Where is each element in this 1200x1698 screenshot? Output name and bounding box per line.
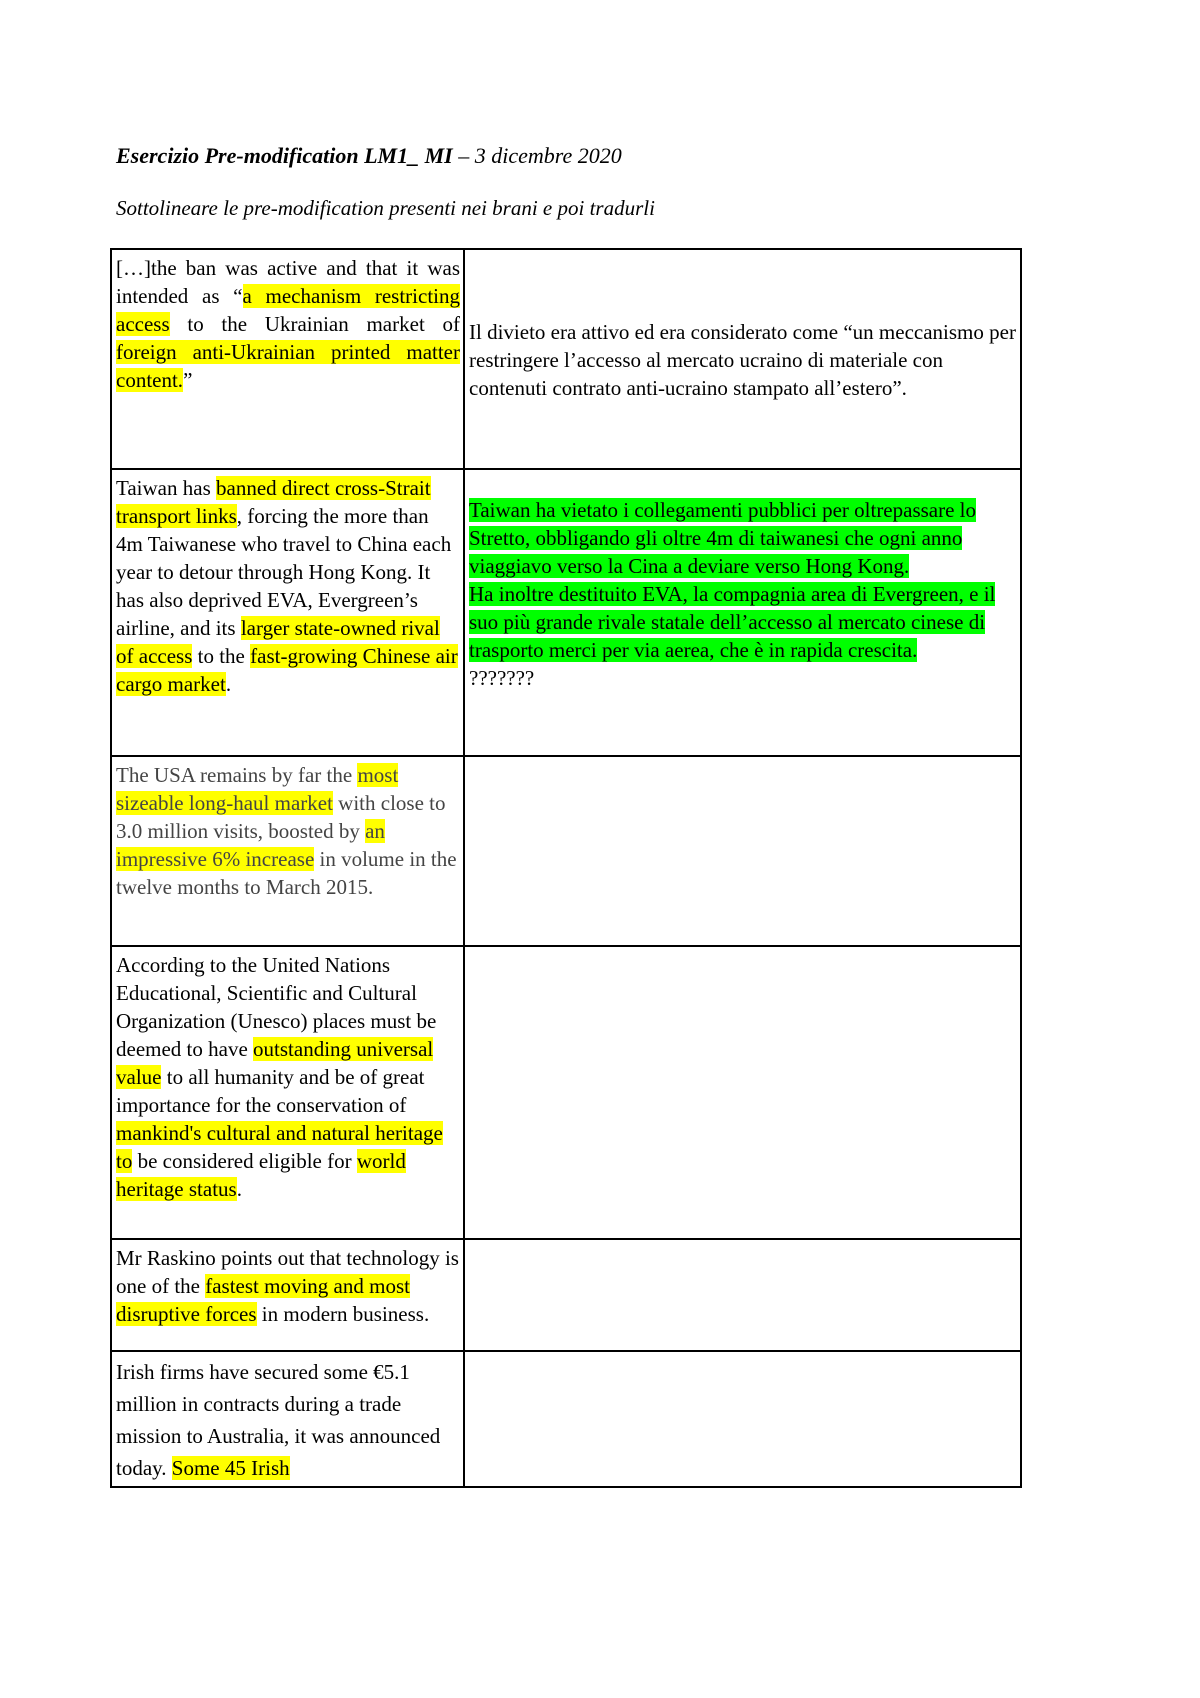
source-cell (111, 756, 464, 946)
source-text: to all humanity and be of great importance for the conservation of (116, 1065, 425, 1117)
highlighted-phrase: foreign anti-Ukrainian printed matter content. (116, 340, 460, 392)
source-text: , forcing the more than 4m Taiwanese who travel to China each year to detour through Hong Kong. It has also deprived EVA, Evergreen’s airline, and its (116, 504, 452, 640)
source-text: . (225, 672, 232, 696)
table-row (111, 469, 1021, 756)
translation-text-highlighted: Ha inoltre destituito EVA, la compagnia area di Evergreen, e il suo più grande rivale statale dell’accesso al mercato cinese di trasporto merci per via aerea, che è in rapida crescita. (469, 582, 996, 662)
table-row (111, 946, 1021, 1239)
source-cell (111, 469, 464, 756)
highlighted-phrase: larger state-owned rival of access (116, 616, 440, 668)
highlighted-phrase: Some 45 Irish (171, 1456, 290, 1480)
source-text: Taiwan has (116, 476, 216, 500)
translation-cell (464, 249, 1021, 469)
highlighted-phrase: mankind's cultural and natural heritage to (116, 1121, 443, 1173)
highlighted-phrase: banned direct cross-Strait transport links (116, 476, 431, 528)
highlighted-phrase: most sizeable long-haul market (116, 763, 399, 815)
source-text: Mr Raskino points out that technology is one of the (116, 1246, 459, 1298)
source-text: to the (192, 644, 251, 668)
source-text: Irish firms have secured some €5.1 million in contracts during a trade mission to Australia, it was announced today. (116, 1360, 441, 1480)
highlighted-phrase: fastest moving and most disruptive forces (116, 1274, 410, 1326)
title-main: Esercizio Pre-modification LM1_ MI (116, 143, 453, 168)
table-row (111, 756, 1021, 946)
source-text: be considered eligible for (132, 1149, 357, 1173)
translation-cell (464, 1351, 1021, 1487)
translation-note: ??????? (469, 666, 535, 690)
page-subtitle: Sottolineare le pre-modification presenti nei brani e poi tradurli (116, 196, 655, 220)
translation-cell (464, 756, 1021, 946)
source-text: According to the United Nations Educational, Scientific and Cultural Organization (Unesco) places must be deemed to have (116, 953, 437, 1061)
source-cell (111, 1351, 464, 1487)
translation-cell (464, 1239, 1021, 1351)
source-text: in modern business. (256, 1302, 430, 1326)
title-date: – 3 dicembre 2020 (452, 143, 622, 168)
exercise-table (110, 248, 1022, 1488)
source-cell (111, 946, 464, 1239)
highlighted-phrase: world heritage status (116, 1149, 406, 1201)
page-title (116, 143, 622, 169)
source-text: […]the ban was active and that it was intended as “ (116, 256, 460, 308)
source-text: . (236, 1177, 242, 1201)
highlighted-phrase: fast-growing Chinese air cargo market (116, 644, 458, 696)
translation-cell (464, 946, 1021, 1239)
source-text: to the Ukrainian market of (169, 312, 460, 336)
highlighted-phrase: a mechanism restricting access (116, 284, 460, 336)
translation-cell (464, 469, 1021, 756)
source-text: with close to 3.0 million visits, boosted by (116, 791, 446, 843)
highlighted-phrase: an impressive 6% increase (116, 819, 385, 871)
source-text: The USA remains by far the (116, 763, 358, 787)
translation-text: Il divieto era attivo ed era considerato come “un meccanismo per restringere l’accesso al mercato ucraino di materiale con contenuti contrato anti-ucraino stampato all’estero”. (469, 320, 1016, 400)
translation-text-highlighted: Taiwan ha vietato i collegamenti pubblici per oltrepassare lo Stretto, obbligando gli oltre 4m di taiwanesi che ogni anno viaggiavo verso la Cina a deviare verso Hong Kong. (469, 498, 977, 578)
source-cell (111, 249, 464, 469)
source-text: ” (183, 368, 193, 392)
table-row (111, 1351, 1021, 1487)
highlighted-phrase: outstanding universal value (116, 1037, 434, 1089)
table-row (111, 1239, 1021, 1351)
source-cell (111, 1239, 464, 1351)
source-text: in volume in the twelve months to March 2015. (116, 847, 457, 899)
table-row (111, 249, 1021, 469)
